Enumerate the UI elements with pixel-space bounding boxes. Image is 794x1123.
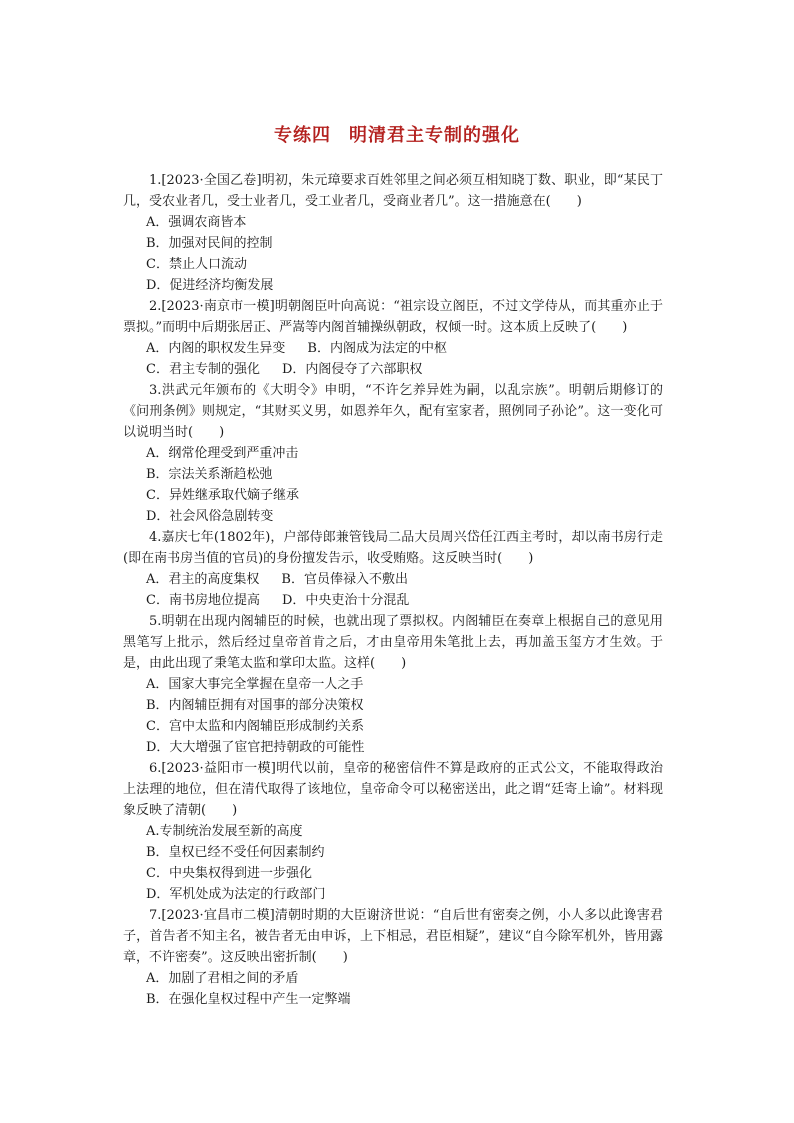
option-d: D．大大增强了宦官把持朝政的可能性 [146,740,365,755]
question-stem: 3.洪武元年颁布的《大明令》申明，“不许乞养异姓为嗣，以乱宗族”。明朝后期修订的《问刑条例》则规定，“其财买义男，如恩养年久，配有室家者，照例同子孙论”。这一变化可以说明当时( ) [123,383,663,440]
option-a: A．内阁的职权发生异变 [146,341,286,356]
question-7 [123,905,663,1010]
option-row [123,359,663,380]
question-stem: 5.明朝在出现内阁辅臣的时候，也就出现了票拟权。内阁辅臣在奏章上根据自己的意见用黑笔写上批示，然后经过皇帝首肯之后，才由皇帝用朱笔批上去，再加盖玉玺方才生效。于是，由此出现了秉笔太监和掌印太监。这样( ) [123,614,663,671]
option-d: D．军机处成为法定的行政部门 [146,887,326,902]
option-c: C．中央集权得到进一步强化 [146,866,312,881]
question-stem: 6.[2023·益阳市一模]明代以前，皇帝的秘密信件不算是政府的正式公文，不能取得政治上法理的地位，但在清代取得了该地位，皇帝命令可以秘密送出，此之谓“廷寄上谕”。材料现象反映了清朝( ) [123,761,663,818]
option-d: D．促进经济均衡发展 [146,278,274,293]
option-b: B．加强对民间的控制 [146,236,273,251]
question-3 [123,380,663,527]
title-main: 专练四 [274,125,331,146]
question-stem: 4.嘉庆七年(1802年)，户部侍郎兼管钱局二品大员周兴岱任江西主考时，却以南书房行走(即在南书房当值的官员)的身份擅发告示，收受贿赂。这反映当时( ) [123,530,663,566]
question-6 [123,758,663,905]
option-b: B．宗法关系渐趋松弛 [146,467,273,482]
option-b: B．在强化皇权过程中产生一定弊端 [146,992,351,1007]
option-b: B．内阁辅臣拥有对国事的部分决策权 [146,698,364,713]
option-b: B．官员俸禄入不敷出 [281,572,408,587]
option-a: A.专制统治发展至新的高度 [146,824,303,839]
question-5 [123,611,663,758]
option-c: C．君主专制的强化 [146,362,260,377]
question-stem: 1.[2023·全国乙卷]明初，朱元璋要求百姓邻里之间必须互相知晓丁数、职业，即“某民丁几，受农业者几，受士业者几，受工业者几，受商业者几”。这一措施意在( ) [123,173,663,209]
option-d: D．社会风俗急剧转变 [146,509,274,524]
option-row [123,338,663,359]
option-a: A．君主的高度集权 [146,572,260,587]
question-list [123,170,663,1010]
option-row [123,569,663,590]
question-stem: 7.[2023·宜昌市二模]清朝时期的大臣谢济世说：“自后世有密奏之例，小人多以此谗害君子，首告者不知主名，被告者无由申诉，上下相忌，君臣相疑”，建议“自今除军机外，皆用露章，不许密奏”。这反映出密折制( ) [123,908,663,965]
option-a: A．加剧了君相之间的矛盾 [146,971,299,986]
option-b: B．内阁成为法定的中枢 [307,341,447,356]
page-title [0,121,794,147]
question-2 [123,296,663,380]
option-a: A．国家大事完全掌握在皇帝一人之手 [146,677,364,692]
option-a: A．纲常伦理受到严重冲击 [146,446,299,461]
option-a: A．强调农商皆本 [146,215,247,230]
option-row [123,590,663,611]
option-d: D．中央吏治十分混乱 [281,593,410,608]
option-d: D．内阁侵夺了六部职权 [281,362,423,377]
option-c: C．异姓继承取代嫡子继承 [146,488,299,503]
title-sub: 明清君主专制的强化 [349,125,520,146]
option-c: C．南书房地位提高 [146,593,260,608]
option-c: C．禁止人口流动 [146,257,247,272]
question-4 [123,527,663,611]
question-1 [123,170,663,296]
question-stem: 2.[2023·南京市一模]明朝阁臣叶向高说：“祖宗设立阁臣，不过文学侍从，而其重亦止于票拟。”而明中后期张居正、严嵩等内阁首辅操纵朝政，权倾一时。这本质上反映了( ) [123,299,663,335]
option-b: B．皇权已经不受任何因素制约 [146,845,325,860]
option-c: C．宫中太监和内阁辅臣形成制约关系 [146,719,364,734]
